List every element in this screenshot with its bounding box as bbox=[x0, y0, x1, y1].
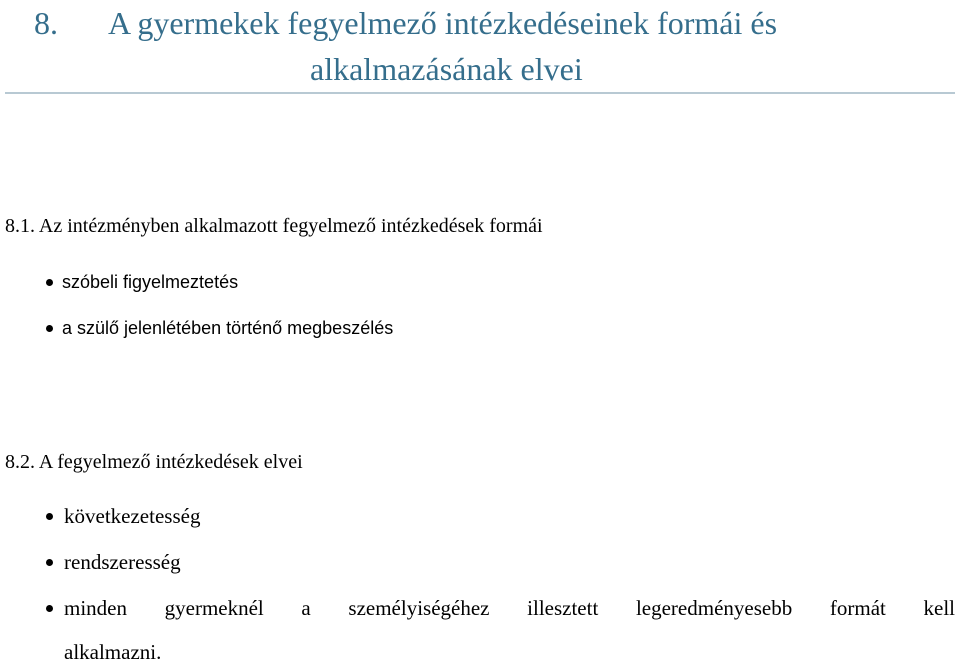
section-title-8-1: 8.1. Az intézményben alkalmazott fegyelmező intézkedések formái bbox=[5, 215, 543, 237]
bullet-icon bbox=[46, 279, 53, 286]
list-item-szobeli: szóbeli figyelmeztetés bbox=[62, 272, 239, 292]
section-title-8-2: 8.2. A fegyelmező intézkedések elvei bbox=[5, 451, 303, 473]
heading-divider bbox=[5, 92, 955, 94]
chapter-title-line-2: alkalmazásának elvei bbox=[310, 51, 583, 87]
bullet-icon bbox=[46, 559, 53, 566]
list-item-szulo: a szülő jelenlétében történő megbeszélés bbox=[62, 318, 394, 338]
list-item-minden-gyermek: minden gyermeknél a személyiségéhez illesztett legeredményesebb formát kell bbox=[64, 596, 955, 620]
list-item-rendszeresseg: rendszeresség bbox=[64, 550, 181, 574]
list-item-kovetkezetesseg: következetesség bbox=[64, 504, 201, 528]
chapter-title-line-1: A gyermekek fegyelmező intézkedéseinek formái és bbox=[108, 5, 778, 41]
bullet-icon bbox=[46, 513, 53, 520]
bullet-icon bbox=[46, 605, 53, 612]
chapter-number: 8. bbox=[34, 5, 58, 41]
list-item-continuation: alkalmazni. bbox=[64, 640, 162, 664]
bullet-icon bbox=[46, 325, 53, 332]
